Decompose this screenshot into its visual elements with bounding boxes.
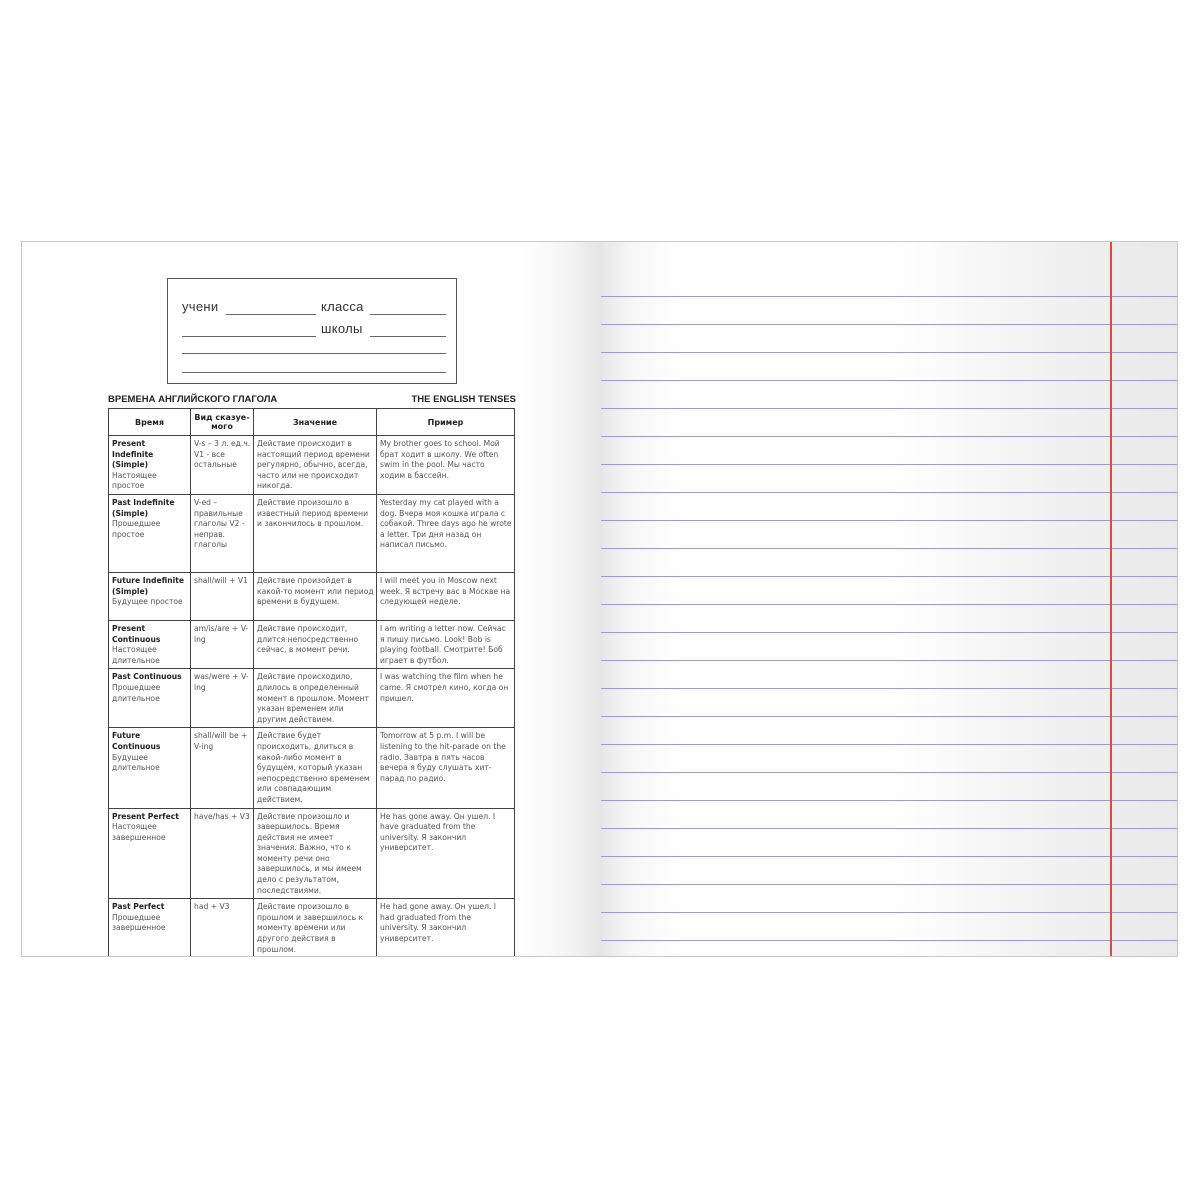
form-cell: V-ed – правильные глаголы V2 - неправ. глаголы [191,494,254,572]
header-meaning: Значение [254,409,377,436]
tense-cell [109,669,191,728]
tense-name-ru: Настоящее простое [112,470,157,491]
tense-cell [109,620,191,668]
form-cell: was/were + V-ing [191,669,254,728]
tense-cell [109,808,191,899]
ruled-line [601,716,1177,717]
example-cell: Yesterday my cat played with a dog. Вчера моя кошка играла с собакой. Three days ago he wrote a letter. Три дня назад он написал письмо. [377,494,515,572]
form-cell: shall/will + V1 [191,572,254,620]
form-cell: am/is/are + V-ing [191,620,254,668]
underline-class [370,314,446,315]
meaning-cell: Действие происходило, длилось в определенный момент в прошлом. Момент указан временем или другим действием. [254,669,377,728]
ruled-line [601,380,1177,381]
notebook-spread [21,241,1178,957]
tense-name: Past Indefinite (Simple) [112,497,175,518]
table-row [109,728,515,808]
tense-name-ru: Настоящее завершенное [112,822,166,842]
ruled-line [601,324,1177,325]
example-cell: I was watching the film when he came. Я смотрел кино, когда он пришел. [377,669,515,728]
table-row [109,494,515,572]
tense-cell [109,494,191,572]
example-cell: He has gone away. Он ушел. I have graduated from the university. Я закончил университет. [377,808,515,899]
example-cell: Tomorrow at 5 p.m. I will be listening to the hit-parade on the radio. Завтра в пять часов вечера я буду слушать хит-парад по радио. [377,728,515,808]
underline-row4 [182,372,446,373]
ruled-line [601,828,1177,829]
table-row [109,572,515,620]
tense-name-ru: Будущее простое [112,597,183,607]
underline-row3 [182,353,446,354]
ruled-line [601,912,1177,913]
underline-student [226,314,316,315]
header-form: Вид сказуе-мого [191,409,254,436]
meaning-cell: Действие произошло в известный период времени и закончилось в прошлом. [254,494,377,572]
meaning-cell: Действие произойдет в какой-то момент или период времени в будущем. [254,572,377,620]
table-row [109,436,515,495]
form-cell: had + V3 [191,899,254,957]
tense-name: Past Perfect [112,902,165,912]
tense-name: Future Indefinite (Simple) [112,575,185,596]
ruled-line [601,548,1177,549]
tense-name-ru: Прошедшее завершенное [112,912,166,933]
tense-name-ru: Будущее длительное [112,752,160,773]
right-page-ruled [601,242,1177,956]
tense-name: Present Indefinite (Simple) [112,439,154,470]
ruled-line [601,464,1177,465]
tense-name-ru: Прошедшее длительное [112,682,161,703]
meaning-cell: Действие произошло в прошлом и завершилось к моменту времени или другого действия в прошлом. [254,899,377,957]
table-row [109,899,515,957]
ruled-line [601,800,1177,801]
ruled-line [601,688,1177,689]
tenses-table [108,408,515,957]
ruled-line [601,856,1177,857]
label-class: класса [321,299,364,314]
ruled-line [601,884,1177,885]
ruled-line [601,632,1177,633]
label-student: учени [182,299,219,314]
form-cell: V-s – 3 л. ед.ч. V1 - все остальные [191,436,254,495]
tense-name: Present Continuous [112,623,161,644]
ruled-line [601,520,1177,521]
tense-cell [109,899,191,957]
tense-name: Past Continuous [112,672,182,682]
ruled-line [601,436,1177,437]
ruled-line [601,492,1177,493]
tense-cell [109,572,191,620]
ruled-line [601,408,1177,409]
tense-cell [109,436,191,495]
table-header-row [109,409,515,436]
label-school: школы [321,321,363,336]
header-tense: Время [109,409,191,436]
ruled-line [601,744,1177,745]
form-cell: shall/will be + V-ing [191,728,254,808]
example-cell: My brother goes to school. Мой брат ходит в школу. We often swim in the pool. Мы часто ходим в бассейн. [377,436,515,495]
ruled-line [601,576,1177,577]
ruled-line [601,296,1177,297]
underline-school [370,336,446,337]
form-cell: have/has + V3 [191,808,254,899]
underline-row2 [182,336,316,337]
ruled-line [601,352,1177,353]
tense-name: Future Continuous [112,731,161,751]
table-row [109,669,515,728]
tense-name-ru: Настоящее длительное [112,645,160,665]
heading-en: THE ENGLISH TENSES [411,394,516,405]
meaning-cell: Действие произошло и завершилось. Время действия не имеет значения. Важно, что к моменту речи оно завершилось, и мы имеем дело с результатом, последствиями. [254,808,377,899]
header-example: Пример [377,409,515,436]
table-row [109,808,515,899]
meaning-cell: Действие происходит в настоящий период времени регулярно, обычно, всегда, часто или не происходит никогда. [254,436,377,495]
tense-name: Present Perfect [112,811,179,821]
name-label-box [167,278,457,384]
meaning-cell: Действие происходит, длится непосредственно сейчас, в момент речи. [254,620,377,668]
ruled-line [601,660,1177,661]
margin-line [1110,242,1112,956]
table-row [109,620,515,668]
left-page [22,242,601,956]
ruled-line [601,772,1177,773]
tense-name-ru: Прошедшее простое [112,519,161,539]
tense-cell [109,728,191,808]
example-cell: He had gone away. Он ушел. I had graduated from the university. Я закончил университет. [377,899,515,957]
heading-ru: ВРЕМЕНА АНГЛИЙСКОГО ГЛАГОЛА [108,394,278,405]
meaning-cell: Действие будет происходить, длиться в какой-либо момент в будущем, который указан непосредственно временем или совпадающим действием. [254,728,377,808]
ruled-line [601,940,1177,941]
example-cell: I will meet you in Moscow next week. Я встречу вас в Москве на следующей неделе. [377,572,515,620]
ruled-line [601,604,1177,605]
example-cell: I am writing a letter now. Сейчас я пишу письмо. Look! Bob is playing football. Смотрите! Боб играет в футбол. [377,620,515,668]
